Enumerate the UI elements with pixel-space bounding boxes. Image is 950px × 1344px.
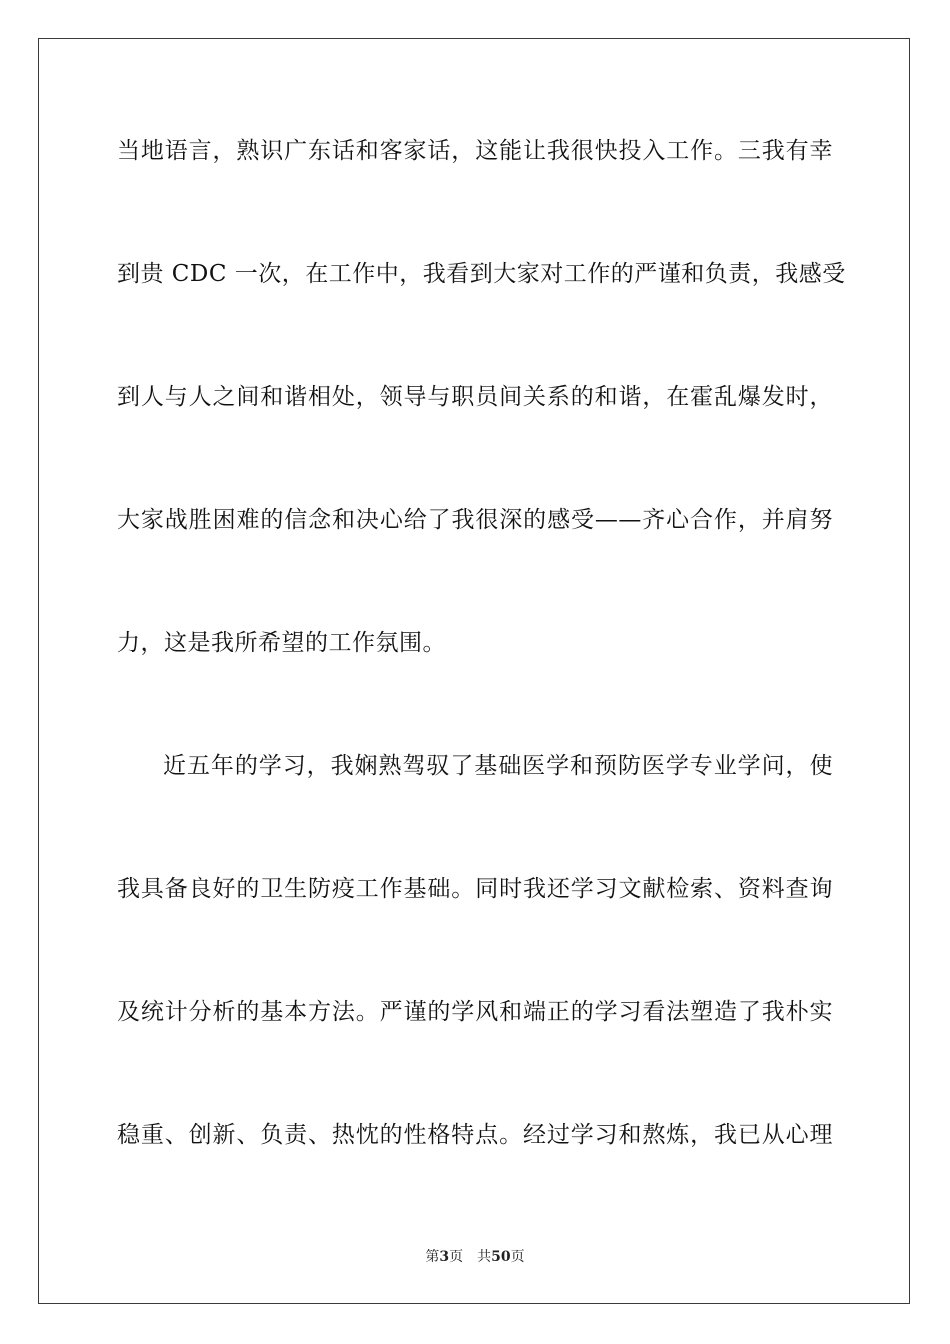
body-text-line: 当地语言，熟识广东话和客家话，这能让我很快投入工作。三我有幸 [117,138,833,164]
body-text-line: 及统计分析的基本方法。严谨的学风和端正的学习看法塑造了我朴实 [117,999,833,1025]
footer-total-number: 50 [491,1249,511,1265]
body-text-line: 到人与人之间和谐相处，领导与职员间关系的和谐，在霍乱爆发时， [117,384,833,410]
paragraph-first-line: 近五年的学习，我娴熟驾驭了基础医学和预防医学专业学问，使 [163,753,833,779]
footer-page-number: 3 [439,1249,450,1265]
body-text-line: 稳重、创新、负责、热忱的性格特点。经过学习和熬炼，我已从心理 [117,1122,833,1148]
footer-page-prefix: 第 [425,1249,440,1265]
page-border [38,38,910,1304]
body-text-line: 到贵 CDC 一次，在工作中，我看到大家对工作的严谨和负责，我感受 [117,261,846,287]
body-text-line: 力，这是我所希望的工作氛围。 [117,630,446,656]
page-footer [0,1248,950,1266]
body-text-line: 我具备良好的卫生防疫工作基础。同时我还学习文献检索、资料查询 [117,876,833,902]
footer-page-suffix: 页 [449,1249,464,1265]
footer-total-suffix: 页 [510,1249,525,1265]
body-text-line: 大家战胜困难的信念和决心给了我很深的感受——齐心合作，并肩努 [117,507,833,533]
footer-total-prefix: 共 [477,1249,492,1265]
